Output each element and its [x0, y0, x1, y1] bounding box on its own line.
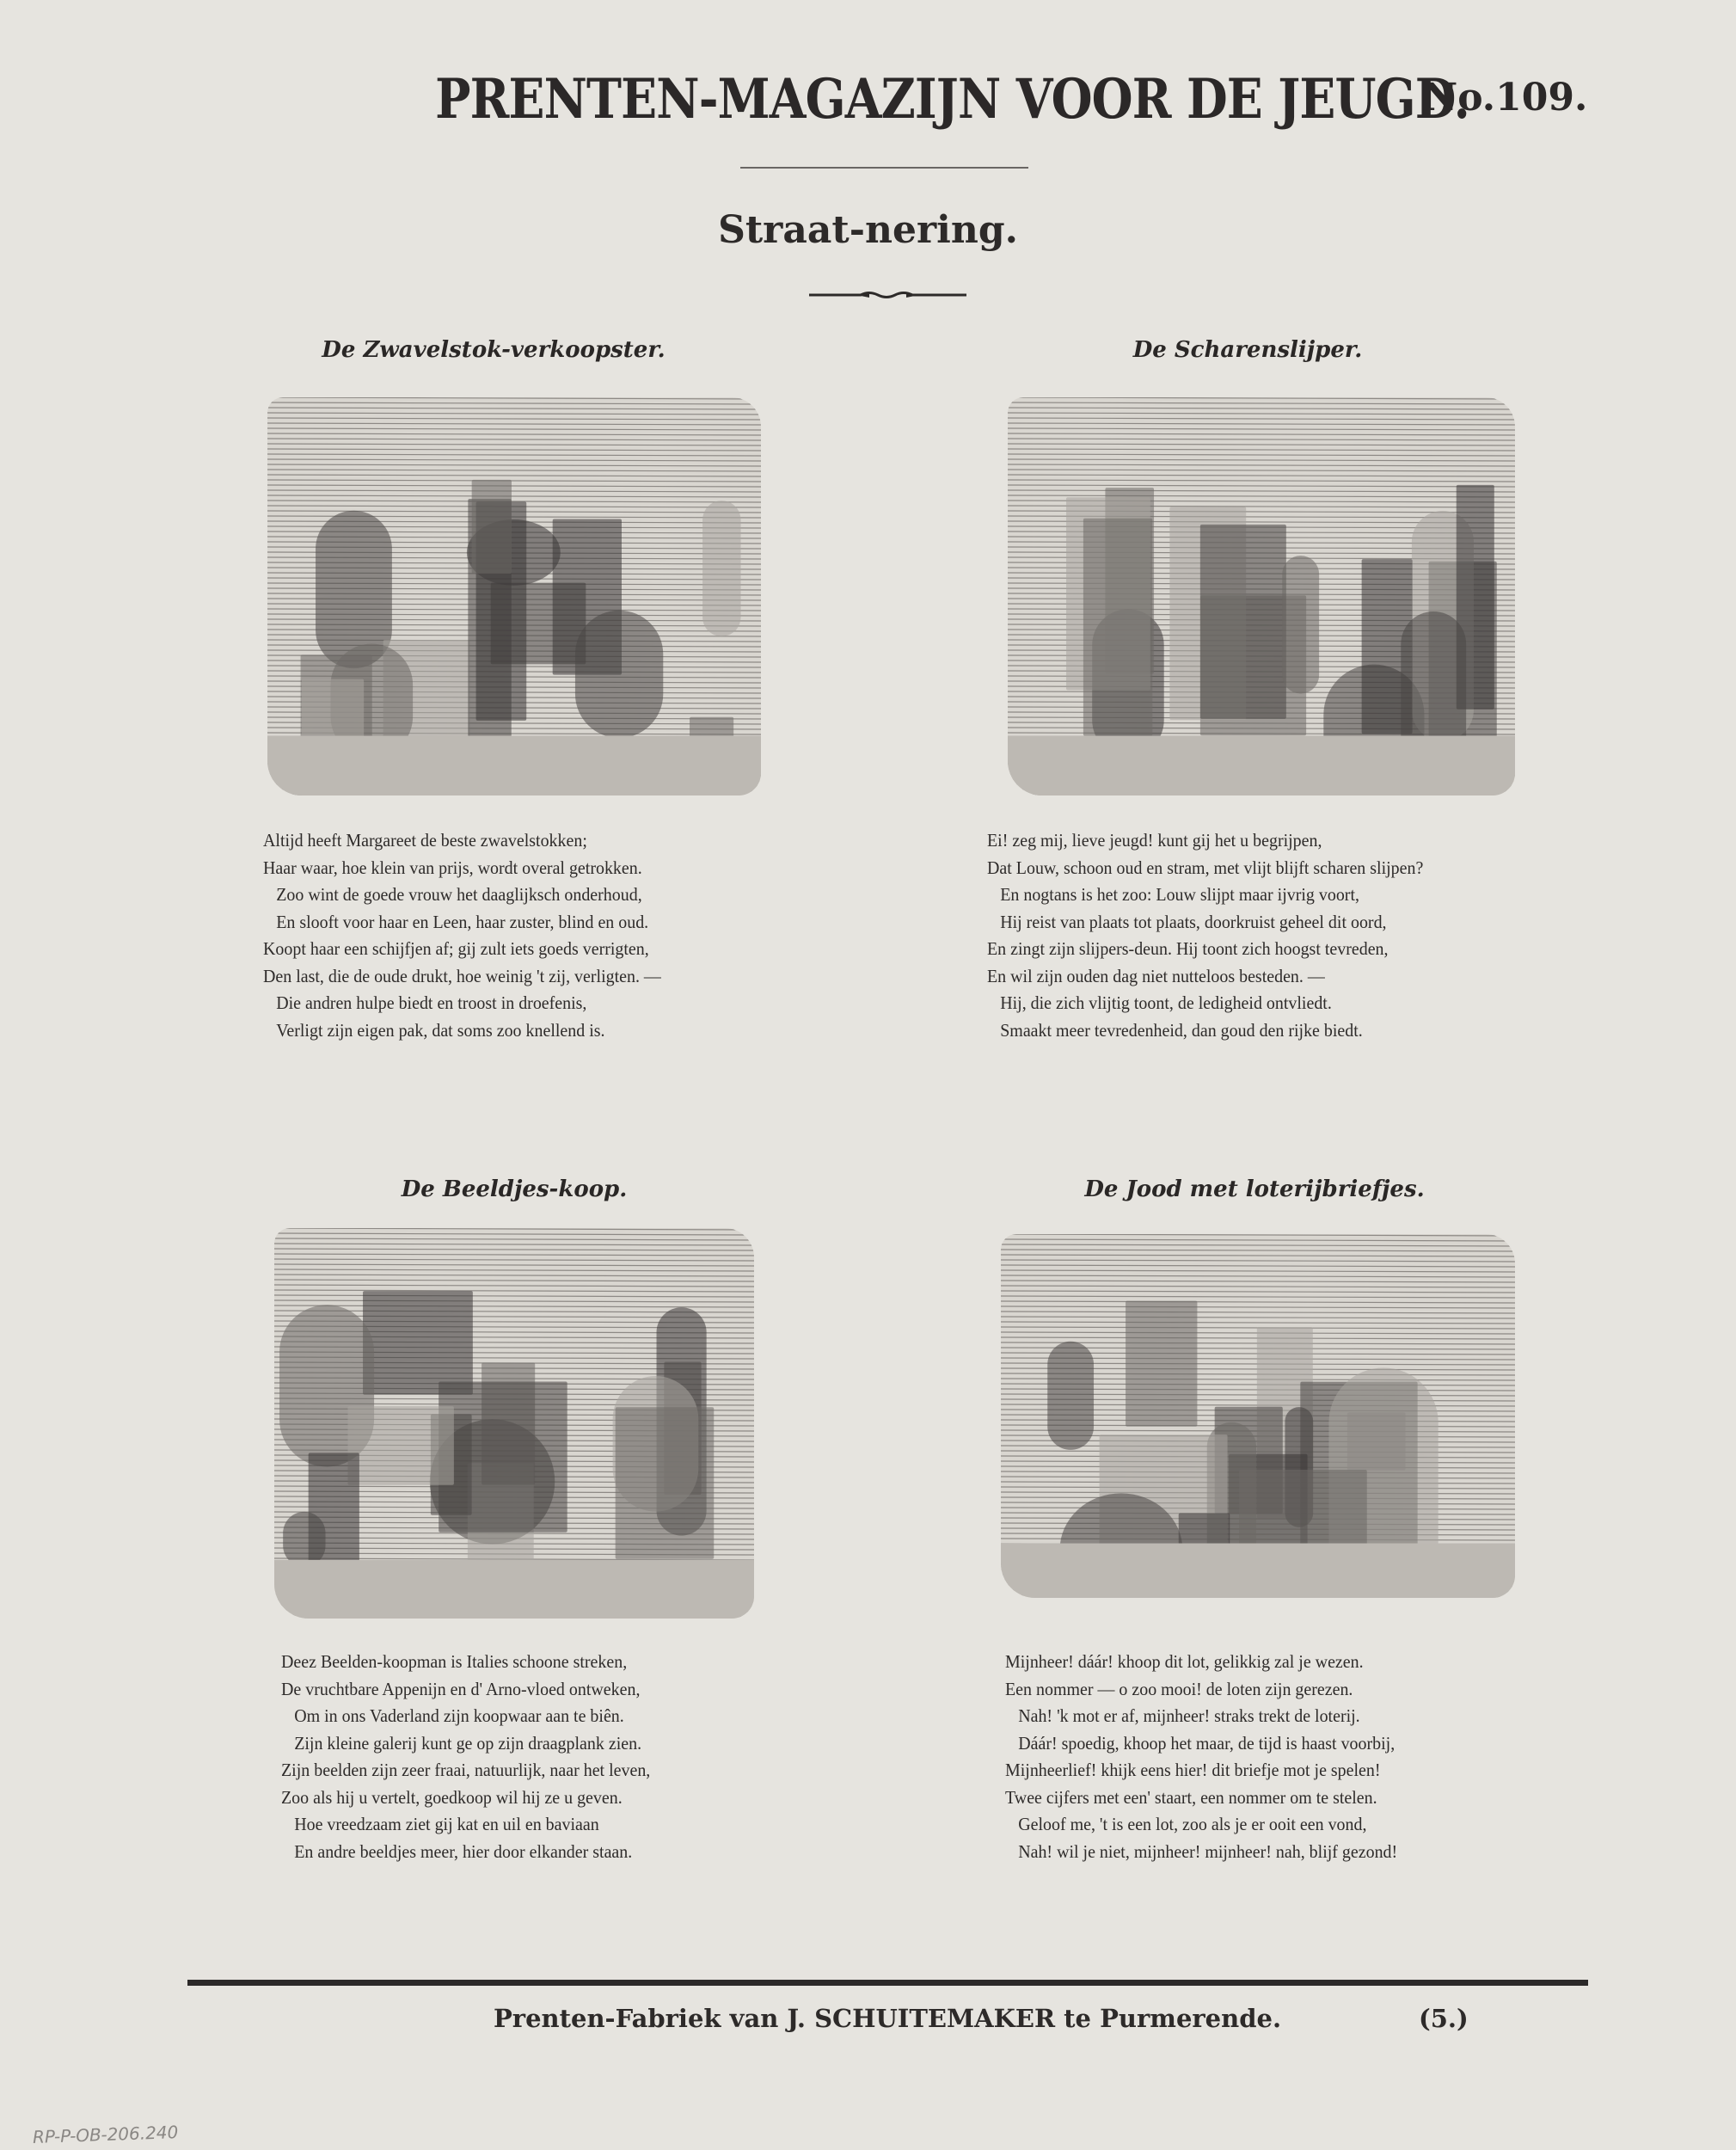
- poem-line: Haar waar, hoe klein van prijs, wordt overal getrokken.: [263, 857, 642, 878]
- poem-line: En wil zijn ouden dag niet nutteloos besteden. —: [987, 965, 1325, 986]
- poem-line: Mijnheerlief! khijk eens hier! dit briefje mot je spelen!: [1005, 1760, 1381, 1780]
- poem-line: Altijd heeft Margareet de beste zwavelstokken;: [263, 830, 587, 851]
- inventory-mark: RP-P-OB-206.240: [32, 2122, 179, 2147]
- poem-line: Smaakt meer tevredenheid, dan goud den rijke biedt.: [1000, 1019, 1363, 1041]
- poem-line: Hij, die zich vlijtig toont, de ledigheid ontvliedt.: [1000, 992, 1332, 1013]
- engraving-image: [274, 1228, 754, 1619]
- title-divider: [740, 167, 1028, 169]
- poem-line: En zingt zijn slijpers-deun. Hij toont zich hoogst tevreden,: [987, 938, 1389, 959]
- poem-line: Zijn beelden zijn zeer fraai, natuurlijk, naar het leven,: [281, 1760, 651, 1780]
- poem: [263, 827, 661, 1044]
- poem: [1005, 1649, 1397, 1865]
- illustration-figurine-seller: [274, 1228, 754, 1619]
- poem-line: Geloof me, 't is een lot, zoo als je er ooit een vond,: [1018, 1814, 1367, 1834]
- footer-rule: [187, 1980, 1588, 1986]
- poem-line: Om in ons Vaderland zijn koopwaar aan te biên.: [294, 1705, 624, 1726]
- section-title: Straat-nering.: [718, 208, 1018, 252]
- panel-caption: De Zwavelstok-verkoopster.: [322, 337, 666, 363]
- engraving-image: [1001, 1234, 1515, 1598]
- poem-line: Dáár! spoedig, khoop het maar, de tijd is haast voorbij,: [1018, 1732, 1396, 1754]
- illustration-knife-grinder: [1008, 397, 1515, 796]
- panel-caption: De Jood met loterijbriefjes.: [1084, 1176, 1425, 1202]
- poem-line: Ei! zeg mij, lieve jeugd! kunt gij het u begrijpen,: [987, 830, 1322, 851]
- poem-line: Mijnheer! dáár! khoop dit lot, gelikkig zal je wezen.: [1005, 1651, 1364, 1672]
- poem-line: De vruchtbare Appenijn en d' Arno-vloed ontweken,: [281, 1678, 641, 1699]
- illustration-match-seller: [267, 397, 761, 796]
- panel-caption: De Scharenslijper.: [1132, 337, 1363, 363]
- poem-line: Zijn kleine galerij kunt ge op zijn draagplank zien.: [294, 1732, 642, 1754]
- issue-number: No.109.: [1423, 76, 1588, 120]
- poem-line: Verligt zijn eigen pak, dat soms zoo knellend is.: [276, 1019, 605, 1041]
- poem-line: Zoo als hij u vertelt, goedkoop wil hij ze u geven.: [281, 1786, 623, 1808]
- poem-line: Nah! wil je niet, mijnheer! mijnheer! nah, blijf gezond!: [1018, 1840, 1398, 1862]
- poem-line: En nogtans is het zoo: Louw slijpt maar ijvrig voort,: [1000, 884, 1359, 905]
- publisher-imprint: Prenten-Fabriek van J. SCHUITEMAKER te Purmerende.: [494, 2004, 1282, 2033]
- poem-line: Koopt haar een schijfjen af; gij zult iets goeds verrigten,: [263, 938, 649, 959]
- poem-line: Dat Louw, schoon oud en stram, met vlijt blijft scharen slijpen?: [987, 857, 1424, 878]
- illustration-lottery-seller: [1001, 1234, 1515, 1598]
- poem-line: Twee cijfers met een' staart, een nommer om te stelen.: [1005, 1786, 1377, 1808]
- poem-line: Deez Beelden-koopman is Italies schoone streken,: [281, 1651, 628, 1672]
- poem-line: Zoo wint de goede vrouw het daaglijksch onderhoud,: [276, 884, 642, 905]
- page-title: PRENTEN-MAGAZIJN VOOR DE JEUGD.: [435, 67, 1469, 132]
- poem-line: En andre beeldjes meer, hier door elkander staan.: [294, 1840, 633, 1862]
- poem: [987, 827, 1423, 1044]
- poem-line: Hoe vreedzaam ziet gij kat en uil en baviaan: [294, 1814, 599, 1834]
- engraving-image: [267, 397, 761, 796]
- poem-line: Den last, die de oude drukt, hoe weinig 't zij, verligten. —: [263, 965, 661, 986]
- poem-line: Nah! 'k mot er af, mijnheer! straks trekt de loterij.: [1018, 1705, 1360, 1726]
- panel-caption: De Beeldjes-koop.: [401, 1176, 628, 1202]
- poem-line: En slooft voor haar en Leen, haar zuster, blind en oud.: [276, 911, 649, 932]
- poem-line: Die andren hulpe biedt en troost in droefenis,: [276, 992, 587, 1013]
- sheet-number: (5.): [1419, 2004, 1469, 2033]
- engraving-image: [1008, 397, 1515, 796]
- ornament-divider: [809, 289, 966, 301]
- poem: [281, 1649, 650, 1865]
- poem-line: Hij reist van plaats tot plaats, doorkruist geheel dit oord,: [1000, 911, 1387, 932]
- poem-line: Een nommer — o zoo mooi! de loten zijn gerezen.: [1005, 1678, 1353, 1699]
